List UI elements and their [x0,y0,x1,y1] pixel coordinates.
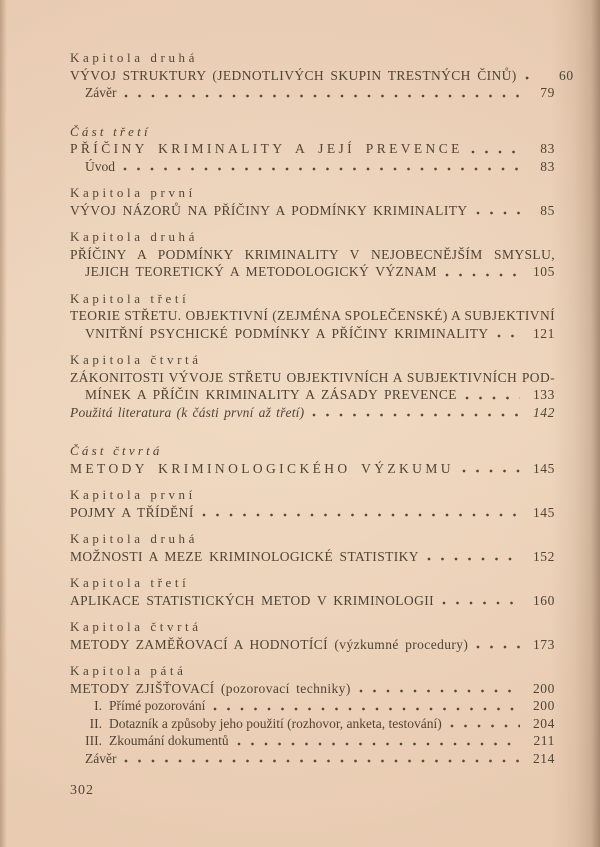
page-ref: 160 [532,592,555,608]
dot-leader [237,732,520,750]
page-ref: 142 [532,404,555,420]
page-ref: 105 [532,264,555,279]
page-ref: 152 [532,548,555,564]
entry-title: APLIKACE STATISTICKÝCH METOD V KRIMINOLOGII [70,592,435,608]
toc-entry [70,369,555,404]
page-ref: 214 [532,750,555,766]
entry-title: METODY KRIMINOLOGICKÉHO VÝZKUMU [70,460,454,476]
toc-entry [70,504,555,522]
page-ref: 204 [532,715,555,731]
roman-numeral: II. [89,715,102,731]
dot-leader [202,504,520,522]
dot-leader [476,636,520,654]
dot-leader [497,325,520,343]
toc-entry [70,246,555,281]
page-ref: 211 [533,733,555,748]
dot-leader [213,697,520,715]
toc-entry [70,307,555,342]
folio-number: 302 [70,783,94,798]
toc-numbered-subentry [70,697,555,715]
entry-title: METODY ZJIŠŤOVACÍ (pozorovací techniky) [70,680,351,696]
toc-entry [70,636,555,654]
dot-leader [445,263,520,281]
page-ref: 173 [532,636,555,652]
dot-leader [442,592,520,610]
entry-title-line1: ZÁKONITOSTI VÝVOJE STŘETU OBJEKTIVNÍCH A SUBJEKTIVNÍCH POD- [70,369,555,385]
part-heading: Část čtvrtá [70,443,163,458]
part-heading: Část třetí [70,123,151,139]
dot-leader [471,140,520,158]
entry-title: MOŽNOSTI A MEZE KRIMINOLOGICKÉ STATISTIKY [70,548,419,564]
entry-title-line1: PŘÍČINY A PODMÍNKY KRIMINALITY V NEJOBECNĚJŠÍM SMYSLU, [70,246,555,262]
toc-entry [70,592,555,610]
entry-title: POJMY A TŘÍDĚNÍ [70,504,194,520]
dot-leader [359,680,520,698]
page-ref: 121 [532,325,555,341]
entry-title: VÝVOJ STRUKTURY (JEDNOTLIVÝCH SKUPIN TRESTNÝCH ČINŮ) [70,67,517,83]
toc-subentry [70,84,555,102]
dot-leader [312,404,520,422]
chapter-heading: Kapitola druhá [70,531,199,546]
entry-title: Úvod [85,158,115,174]
dot-leader [427,548,520,566]
chapter-heading: Kapitola třetí [70,575,190,590]
entry-title: VÝVOJ NÁZORŮ NA PŘÍČINY A PODMÍNKY KRIMINALITY [70,202,468,218]
toc-literature-entry [70,404,555,422]
chapter-heading: Kapitola druhá [70,50,199,65]
toc-numbered-subentry [70,732,555,750]
chapter-heading: Kapitola pátá [70,663,187,678]
toc-part-entry [70,140,555,158]
entry-title: Zkoumání dokumentů [109,733,229,748]
chapter-heading: Kapitola čtvrtá [70,352,202,367]
entry-title: METODY ZAMĚŘOVACÍ A HODNOTÍCÍ (výzkumné procedury) [70,636,469,652]
page-ref: 83 [540,158,555,174]
page-ref: 133 [532,387,555,402]
dot-leader [123,158,520,176]
page-ref: 200 [532,680,555,696]
entry-title: Použitá literatura (k části první až třetí) [70,404,305,420]
entry-title-line2: MÍNEK A PŘÍČIN KRIMINALITY A ZÁSADY PREVENCE [85,387,457,402]
toc-numbered-subentry [70,715,555,733]
page-ref: 60 [558,67,574,83]
page-ref: 145 [532,504,555,520]
chapter-heading: Kapitola čtvrtá [70,619,202,634]
chapter-heading: Kapitola první [70,185,196,200]
chapter-heading: Kapitola první [70,487,196,502]
entry-title: Závěr [85,750,117,766]
page-ref: 200 [532,698,555,713]
roman-numeral: I. [94,698,102,713]
dot-leader [476,202,520,220]
page-ref: 145 [532,460,555,476]
entry-title-line2: VNITŘNÍ PSYCHICKÉ PODMÍNKY A PŘÍČINY KRIMINALITY [85,325,489,341]
roman-numeral: III. [85,733,102,748]
entry-title: PŘÍČINY KRIMINALITY A JEJÍ PREVENCE [70,141,463,156]
toc-subentry [70,158,555,176]
entry-title: Přímé pozorování [109,698,206,713]
toc-subentry [70,750,555,768]
dot-leader [124,84,520,102]
chapter-heading: Kapitola třetí [70,290,190,306]
entry-title: Závěr [85,85,117,100]
page-ref: 79 [540,85,555,100]
toc-entry [70,548,555,566]
dot-leader [525,67,539,85]
dot-leader [124,750,520,768]
page-ref: 85 [540,202,555,218]
toc-entry [70,202,555,220]
toc-entry [70,67,574,85]
entry-title-line2: JEJICH TEORETICKÝ A METODOLOGICKÝ VÝZNAM [85,264,437,279]
toc-entry [70,680,555,698]
page-ref: 83 [540,141,555,156]
chapter-heading: Kapitola druhá [70,229,199,244]
dot-leader [465,386,520,404]
toc-part-entry [70,460,555,478]
dot-leader [462,460,520,478]
entry-title: Dotazník a způsoby jeho použití (rozhovor, anketa, testování) [109,715,442,731]
dot-leader [450,715,520,733]
entry-title-line1: TEORIE STŘETU. OBJEKTIVNÍ (ZEJMÉNA SPOLEČENSKÉ) A SUBJEKTIVNÍ [70,308,555,323]
